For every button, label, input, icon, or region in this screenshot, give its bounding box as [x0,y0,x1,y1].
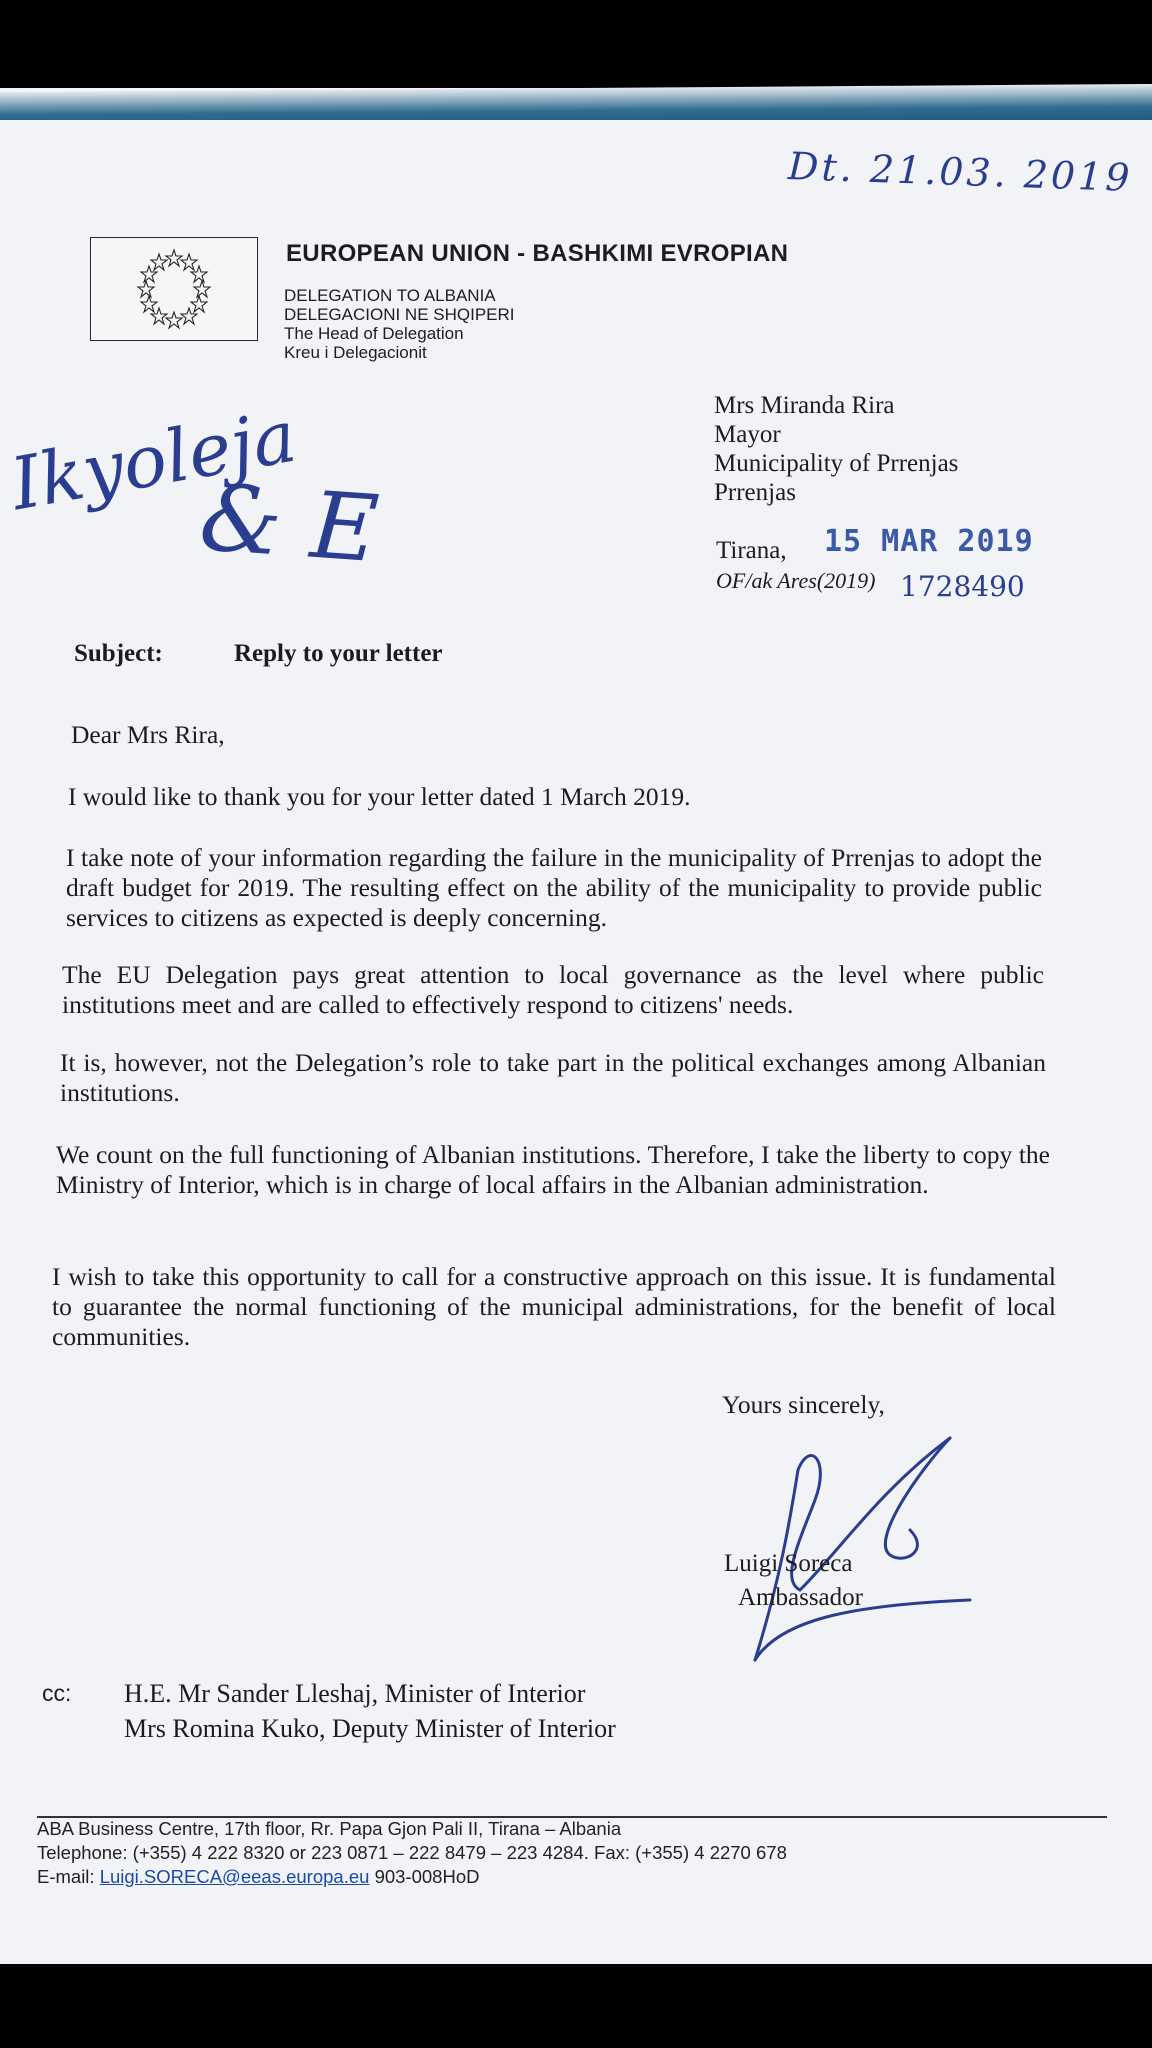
footer-email-row [37,1866,479,1888]
header-line-2: DELEGACIONI NE SHQIPERI [284,305,515,324]
recipient-line-4: Prrenjas [714,479,796,506]
subject-label: Subject: [74,640,163,667]
footer-email-link[interactable]: Luigi.SORECA@eeas.europa.eu [99,1866,370,1887]
paragraph-6: I wish to take this opportunity to call for a constructive approach on this issue. It is fundamental to guarantee the normal functioning of the municipal administrations, for the benefit of local communities. [52,1262,1056,1351]
header-line-1: DELEGATION TO ALBANIA [284,286,496,305]
paragraph-3: The EU Delegation pays great attention to local governance as the level where public institutions meet and are called to effectively respond to citizens' needs. [62,960,1044,1019]
handwritten-note: Ikyoleja [4,393,303,527]
footer-email-label: E-mail: [37,1866,95,1887]
org-title: EUROPEAN UNION - BASHKIMI EVROPIAN [286,240,789,267]
recipient-line-3: Municipality of Prrenjas [714,450,959,477]
handwritten-protocol-number: 1728490 [900,570,1025,603]
paragraph-1: I would like to thank you for your letter dated 1 March 2019. [68,782,691,811]
eu-flag-icon [90,237,258,341]
cc-line-2: Mrs Romina Kuko, Deputy Minister of Interior [124,1714,616,1743]
date-stamp: 15 MAR 2019 [824,524,1034,559]
footer-telephone: Telephone: (+355) 4 222 8320 or 223 0871 – 222 8479 – 223 4284. Fax: (+355) 4 2270 678 [37,1842,787,1863]
reference-label: OF/ak Ares(2019) [716,568,876,593]
signatory-name: Luigi Soreca [724,1550,853,1577]
salutation: Dear Mrs Rira, [71,720,225,749]
eu-stars-icon [91,238,257,340]
paragraph-5: We count on the full functioning of Albanian institutions. Therefore, I take the liberty to copy the Ministry of Interior, which is in charge of local affairs in the Albanian administration. [56,1140,1050,1199]
header-line-4: Kreu i Delegacionit [284,343,427,362]
handwritten-date: Dt. 21.03. 2019 [787,144,1134,200]
cc-line-1: H.E. Mr Sander Lleshaj, Minister of Interior [124,1679,586,1708]
handwritten-note-mark: & E [196,463,382,584]
recipient-line-2: Mayor [714,421,781,448]
subject-text: Reply to your letter [234,640,443,667]
signatory-title: Ambassador [738,1584,863,1611]
cc-label: cc: [42,1680,72,1706]
header-line-3: The Head of Delegation [284,324,464,343]
footer-address: ABA Business Centre, 17th floor, Rr. Papa Gjon Pali II, Tirana – Albania [37,1818,622,1839]
paragraph-2: I take note of your information regarding the failure in the municipality of Prrenjas to adopt the draft budget for 2019. The resulting effect on the ability of the municipality to provide public services to citizens as expected is deeply concerning. [66,843,1042,932]
footer-code: 903-008HoD [374,1866,480,1887]
place-label: Tirana, [716,537,787,564]
recipient-line-1: Mrs Miranda Rira [714,392,895,419]
paragraph-4: It is, however, not the Delegation’s role to take part in the political exchanges among Albanian institutions. [60,1048,1046,1107]
closing: Yours sincerely, [722,1390,885,1419]
